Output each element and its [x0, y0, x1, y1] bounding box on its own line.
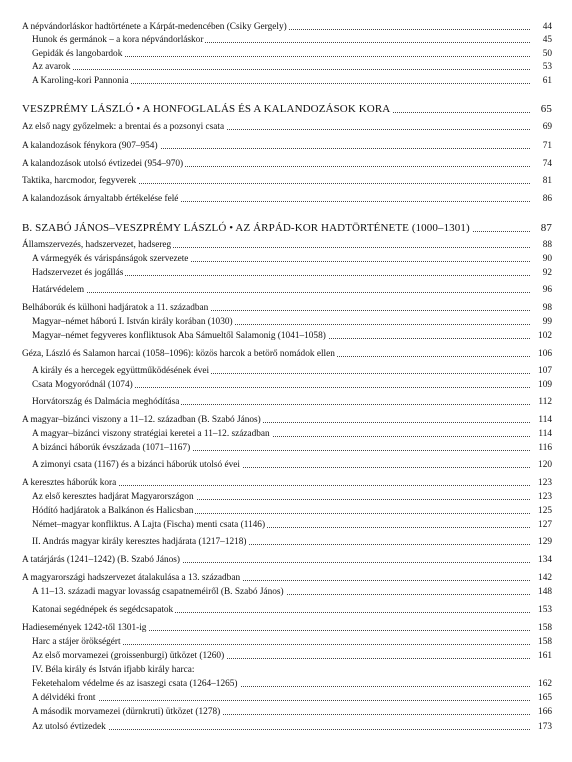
toc-page-number: 44: [530, 20, 552, 34]
toc-entry: [0, 329, 572, 343]
toc-page-number: 96: [530, 283, 552, 297]
toc-entry-title: A keresztes háborúk kora: [22, 478, 117, 488]
toc-entry: [0, 621, 572, 635]
toc-entry-title: Horvátország és Dalmácia meghódítása: [32, 397, 180, 407]
toc-entry-title: A magyarországi hadszervezet átalakulása a 13. században: [22, 573, 241, 583]
toc-entry: [0, 301, 572, 315]
toc-page-number: 61: [530, 74, 552, 88]
toc-entry: [0, 33, 572, 47]
toc-entry: [0, 535, 572, 549]
toc-entry-title: B. SZABÓ JÁNOS–VESZPRÉMY LÁSZLÓ • AZ ÁRPÁD-KOR HADTÖRTÉNETE (1000–1301): [22, 222, 470, 234]
toc-page-number: 74: [530, 157, 552, 171]
toc-page-number: 134: [530, 553, 552, 567]
toc-entry-title: A második morvamezei (dürnkruti) ütközet (1278): [32, 707, 221, 717]
toc-leader-dots: [32, 69, 530, 70]
toc-section-heading: [0, 220, 572, 236]
toc-entry-title: A magyar–bizánci viszony a 11–12. században (B. Szabó János): [22, 415, 261, 425]
toc-entry: [0, 441, 572, 455]
toc-page-number: 53: [530, 60, 552, 74]
toc-entry-title: II. András magyar király keresztes hadjárata (1217–1218): [32, 537, 247, 547]
toc-entry: [0, 649, 572, 663]
toc-page-number: 142: [530, 571, 552, 585]
toc-entry-title: A kalandozások fénykora (907–954): [22, 141, 158, 151]
toc-entry-title: Hunok és germánok – a kora népvándorláskor: [32, 35, 204, 45]
toc-entry-title: Határvédelem: [32, 285, 85, 295]
toc-entry-title: Államszervezés, hadszervezet, hadsereg: [22, 240, 172, 250]
toc-page-number: 69: [530, 120, 552, 134]
toc-page-number: 125: [530, 504, 552, 518]
toc-page-number: 81: [530, 174, 552, 188]
toc-entry: [0, 571, 572, 585]
toc-entry-title: Magyar–német háború I. István király korában (1030): [32, 317, 233, 327]
toc-page-number: 129: [530, 535, 552, 549]
toc-entry-title: A kalandozások utolsó évtizedei (954–970): [22, 159, 184, 169]
toc-page-number: 173: [530, 720, 552, 734]
toc-page-number: 148: [530, 585, 552, 599]
toc-page-number: 114: [530, 413, 552, 427]
toc-entry-title: IV. Béla király és István ifjabb király harca:: [32, 665, 195, 675]
toc-entry: [0, 553, 572, 567]
toc-entry-title: Belháborúk és külhoni hadjáratok a 11. században: [22, 303, 209, 313]
toc-entry: [0, 635, 572, 649]
toc-entry: [0, 663, 572, 677]
toc-entry: [0, 347, 572, 361]
toc-entry-title: A tatárjárás (1241–1242) (B. Szabó János): [22, 555, 181, 565]
toc-page-number: 88: [530, 238, 552, 252]
toc-entry-title: A bizánci háborúk évszázada (1071–1167): [32, 443, 191, 453]
toc-entry-title: Az első nagy győzelmek: a brentai és a pozsonyi csata: [22, 122, 225, 132]
toc-entry-title: Hadiesemények 1242-től 1301-ig: [22, 623, 147, 633]
toc-page-number: 109: [530, 378, 552, 392]
toc-entry-title: Magyar–német fegyveres konfliktusok Aba Sámueltől Salamonig (1041–1058): [32, 331, 326, 341]
toc-entry-title: A vármegyék és várispánságok szervezete: [32, 254, 189, 264]
toc-entry-title: A népvándorláskor hadtörténete a Kárpát-medencében (Csiky Gergely): [22, 22, 287, 32]
toc-entry: [0, 238, 572, 252]
toc-entry-title: Csata Mogyoródnál (1074): [32, 380, 133, 390]
toc-entry: [0, 60, 572, 74]
toc-page-number: 106: [530, 347, 552, 361]
toc-entry: [0, 174, 572, 188]
toc-entry-title: Az első morvamezei (groissenburgi) ütközet (1260): [32, 651, 225, 661]
toc-entry: [0, 395, 572, 409]
toc-page-number: 116: [530, 441, 552, 455]
toc-entry: [0, 378, 572, 392]
toc-page-number: 102: [530, 329, 552, 343]
toc-page-number: 114: [530, 427, 552, 441]
toc-entry: [0, 585, 572, 599]
toc-page-number: 45: [530, 33, 552, 47]
toc-entry: [0, 427, 572, 441]
toc-page-number: 86: [530, 192, 552, 206]
toc-page-number: 90: [530, 252, 552, 266]
toc-page-number: 158: [530, 635, 552, 649]
toc-entry: [0, 476, 572, 490]
toc-page-number: 87: [530, 220, 552, 236]
toc-entry: [0, 283, 572, 297]
toc-entry: [0, 139, 572, 153]
toc-page-number: 98: [530, 301, 552, 315]
toc-entry-title: A király és a hercegek együttműködésének évei: [32, 366, 210, 376]
toc-entry: [0, 364, 572, 378]
toc-page-number: 161: [530, 649, 552, 663]
toc-entry: [0, 677, 572, 691]
toc-entry-title: Gepidák és langobardok: [32, 49, 123, 59]
toc-entry-title: Hadszervezet és jogállás: [32, 268, 124, 278]
toc-entry-title: A délvidéki front: [32, 693, 96, 703]
toc-page-number: 71: [530, 139, 552, 153]
toc-entry-title: Az első keresztes hadjárat Magyarországon: [32, 492, 194, 502]
toc-entry-title: Az utolsó évtizedek: [32, 722, 106, 732]
toc-leader-dots: [32, 292, 530, 293]
toc-entry-title: Az avarok: [32, 62, 71, 72]
toc-entry-title: Hódító hadjáratok a Balkánon és Halicsban: [32, 506, 194, 516]
toc-entry-title: A zimonyi csata (1167) és a bizánci háborúk utolsó évei: [32, 460, 240, 470]
toc-entry: [0, 458, 572, 472]
toc-entry-title: Harc a stájer örökségért: [32, 637, 121, 647]
toc-entry: [0, 413, 572, 427]
toc-entry: [0, 315, 572, 329]
toc-entry: [0, 266, 572, 280]
toc-entry: [0, 47, 572, 61]
toc-entry-title: Német–magyar konfliktus. A Lajta (Fischa) menti csata (1146): [32, 520, 266, 530]
toc-page-number: 153: [530, 603, 552, 617]
toc-page-number: 65: [530, 101, 552, 117]
toc-page-number: 99: [530, 315, 552, 329]
toc-entry: [0, 120, 572, 134]
toc-entry-title: A kalandozások árnyaltabb értékelése felé: [22, 194, 179, 204]
toc-entry-title: A Karoling-kori Pannonia: [32, 76, 129, 86]
toc-entry: [0, 252, 572, 266]
toc-page-number: 123: [530, 490, 552, 504]
toc-entry-title: Feketehalom védelme és az isaszegi csata (1264–1265): [32, 679, 238, 689]
toc-entry: [0, 518, 572, 532]
toc-entry: [0, 720, 572, 734]
toc-entry-title: A 11–13. századi magyar lovasság csapatneméiről (B. Szabó János): [32, 587, 284, 597]
toc-page-number: 120: [530, 458, 552, 472]
toc-entry: [0, 705, 572, 719]
toc-entry-title: VESZPRÉMY LÁSZLÓ • A HONFOGLALÁS ÉS A KALANDOZÁSOK KORA: [22, 103, 391, 115]
toc-entry: [0, 490, 572, 504]
toc-entry: [0, 192, 572, 206]
toc-entry-title: A magyar–bizánci viszony stratégiai keretei a 11–12. században: [32, 429, 270, 439]
toc-entry: [0, 74, 572, 88]
toc-page-number: 158: [530, 621, 552, 635]
toc-page-number: 112: [530, 395, 552, 409]
toc-page-number: 123: [530, 476, 552, 490]
toc-leader-dots: [32, 700, 530, 701]
toc-entry-title: Géza, László és Salamon harcai (1058–1096): közös harcok a betörő nomádok ellen: [22, 349, 335, 359]
toc-page-number: 127: [530, 518, 552, 532]
toc-entry-title: Taktika, harcmodor, fegyverek: [22, 176, 137, 186]
toc-entry: [0, 20, 572, 34]
toc-section-heading: [0, 101, 572, 117]
toc-entry: [0, 157, 572, 171]
toc-page-number: 162: [530, 677, 552, 691]
toc-page-number: 166: [530, 705, 552, 719]
toc-entry-title: Katonai segédnépek és segédcsapatok: [32, 605, 174, 615]
toc-entry: [0, 504, 572, 518]
toc-page-number: 107: [530, 364, 552, 378]
toc-page-number: 50: [530, 47, 552, 61]
toc-page-number: 165: [530, 691, 552, 705]
toc-entry: [0, 691, 572, 705]
toc-page-number: 92: [530, 266, 552, 280]
toc-entry: [0, 603, 572, 617]
